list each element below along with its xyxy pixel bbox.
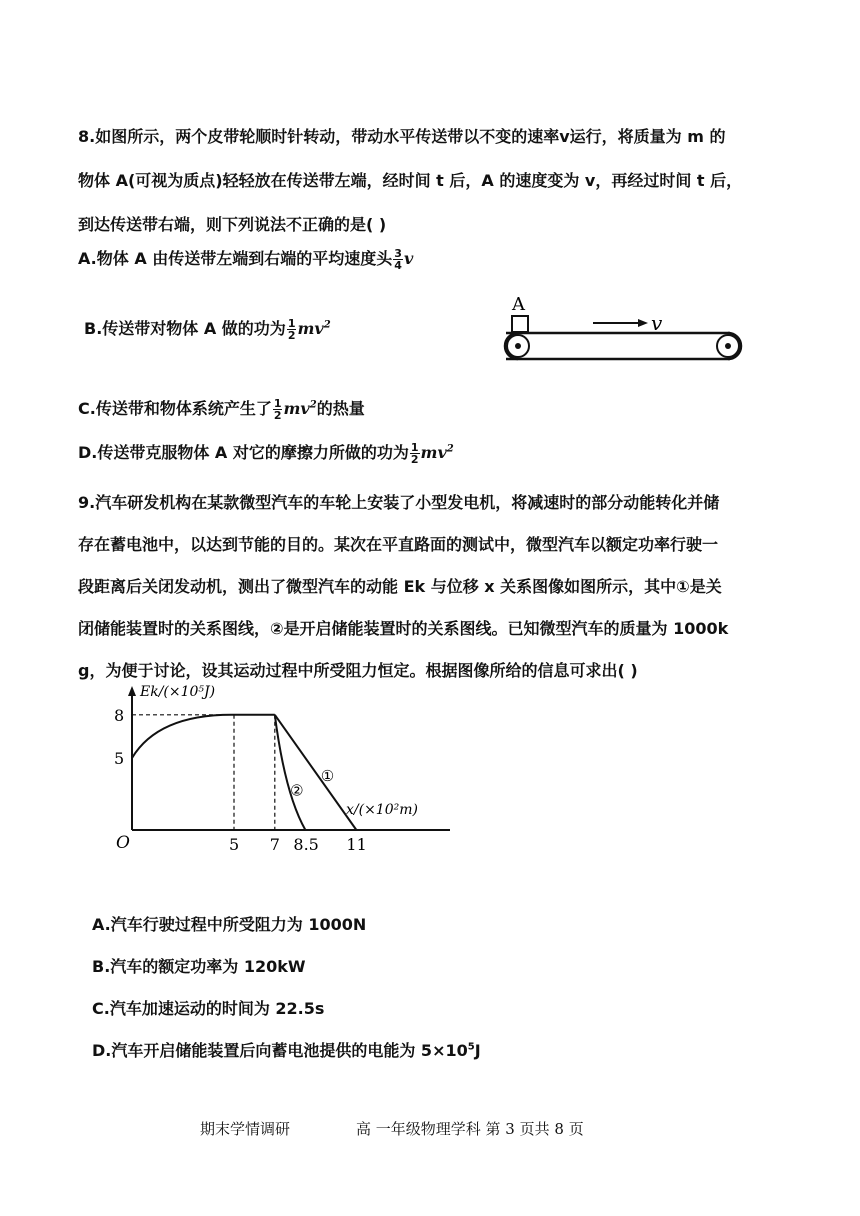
q8-option-b-text: B.传送带对物体 A 做的功为 — [84, 319, 286, 338]
q8-option-a-text: A.物体 A 由传送带左端到右端的平均速度头 — [78, 249, 393, 268]
q8-option-d: D.传送带克服物体 A 对它的摩擦力所做的功为 $\frac{1}{2}$ $mv^2$ — [78, 441, 454, 466]
x-axis-label: x/(×10²m) — [346, 802, 418, 818]
q9-option-b: B.汽车的额定功率为 120kW — [92, 957, 306, 976]
q9-option-d: D.汽车开启储能装置后向蓄电池提供的电能为 $5\times 10^5J$ — [92, 1041, 481, 1060]
block-label: A — [512, 294, 525, 315]
q8-option-a-fraction: $\frac{3}{4}$ — [394, 247, 402, 272]
footer-page-info: 高 一年级物理学科 第 3 页共 8 页 — [356, 1120, 584, 1138]
q9-line-4: 闭储能装置时的关系图线，②是开启储能装置时的关系图线。已知微型汽车的质量为 1000k — [78, 619, 729, 638]
y-axis-label: Ek/(×10⁵J) — [140, 684, 216, 700]
q8-option-b-fraction: $\frac{1}{2}$ — [287, 317, 296, 342]
velocity-label: v — [651, 311, 663, 335]
conveyor-belt-figure — [498, 290, 748, 370]
q8-option-c: C.传送带和物体系统产生了 $\frac{1}{2}$ $mv^2$的热量 — [78, 397, 365, 422]
q9-line-2: 存在蓄电池中，以达到节能的目的。某次在平直路面的测试中，微型汽车以额定功率行驶一 — [78, 535, 719, 554]
q9-option-a: A.汽车行驶过程中所受阻力为 1000N — [92, 915, 367, 934]
q8-line-3: 到达传送带右端，则下列说法不正确的是( ) — [78, 215, 387, 234]
curve-2-storage-on — [275, 715, 306, 830]
right-pulley-axle — [725, 343, 731, 349]
left-pulley-axle — [515, 343, 521, 349]
x-tick-label: 7 — [269, 835, 280, 854]
series-1-label: ① — [320, 767, 335, 786]
ek-x-chart — [100, 680, 460, 870]
y-tick-label: 5 — [114, 749, 125, 768]
q9-option-c: C.汽车加速运动的时间为 22.5s — [92, 999, 325, 1018]
q8-option-c-text: C.传送带和物体系统产生了 — [78, 399, 272, 418]
velocity-arrow-head — [638, 319, 648, 327]
x-tick-label: 11 — [346, 835, 367, 854]
q8-option-b: B.传送带对物体 A 做的功为 $\frac{1}{2}$ $mv^2$ — [84, 317, 331, 342]
q8-line-2: 物体 A(可视为质点)轻轻放在传送带左端，经时间 t 后，A 的速度变为 v，再经过时间 t 后， — [78, 171, 743, 190]
footer-left: 期末学情调研 — [200, 1120, 291, 1138]
line-1-storage-off — [275, 715, 357, 830]
origin-label: O — [116, 833, 130, 853]
y-tick-label: 8 — [114, 705, 125, 725]
block-a — [512, 316, 528, 332]
q8-option-a: A.物体 A 由传送带左端到右端的平均速度头 $\frac{3}{4}$ v — [78, 247, 414, 272]
q9-line-3: 段距离后关闭发动机，测出了微型汽车的动能 Ek 与位移 x 关系图像如图所示，其中①是关 — [78, 577, 722, 596]
y-axis-arrow — [128, 686, 136, 696]
q8-option-d-text: D.传送带克服物体 A 对它的摩擦力所做的功为 — [78, 443, 409, 462]
q8-option-d-fraction: $\frac{1}{2}$ — [410, 441, 419, 466]
curve-acceleration — [132, 715, 234, 758]
q9-line-5: g，为便于讨论，设其运动过程中所受阻力恒定。根据图像所给的信息可求出( ) — [78, 661, 638, 680]
x-tick-label: 8.5 — [293, 835, 319, 854]
series-2-label: ② — [290, 781, 304, 800]
x-tick-label: 5 — [229, 835, 240, 854]
q9-line-1: 9.汽车研发机构在某款微型汽车的车轮上安装了小型发电机，将减速时的部分动能转化并储 — [78, 493, 720, 512]
q8-line-1: 8.如图所示，两个皮带轮顺时针转动，带动水平传送带以不变的速率v运行，将质量为 m 的 — [78, 127, 726, 146]
q8-option-c-fraction: $\frac{1}{2}$ — [273, 397, 282, 422]
